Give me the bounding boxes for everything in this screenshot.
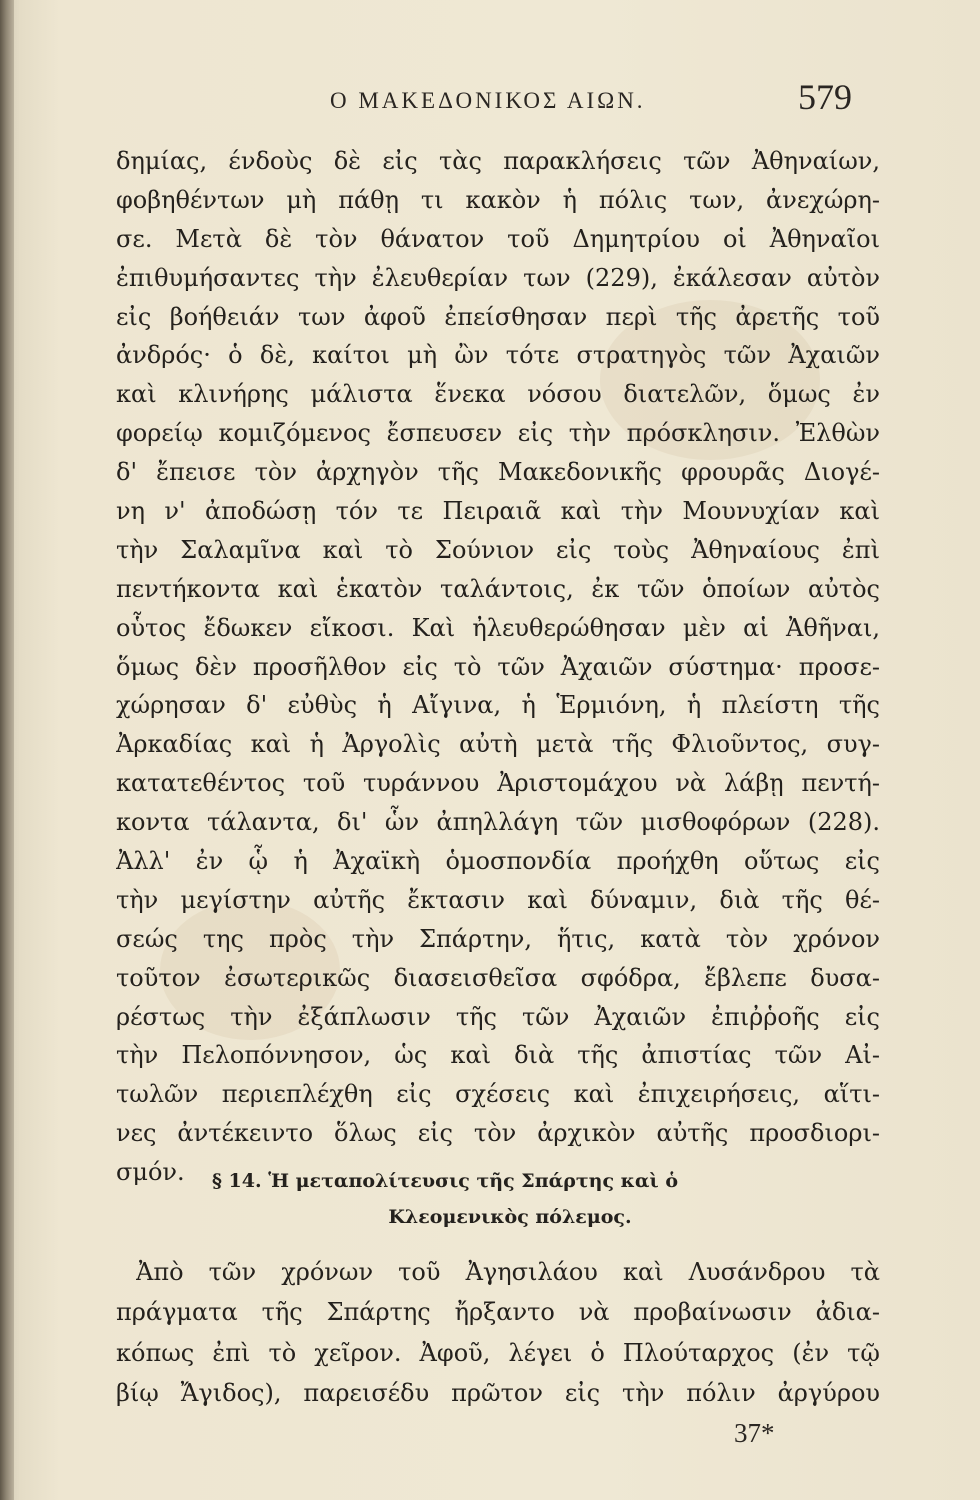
text-line: φοβηθέντων μὴ πάθῃ τι κακὸν ἡ πόλις των, ἀνεχώρη- — [116, 185, 880, 214]
section-heading-line: Κλεομενικὸς πόλεμος. — [388, 1206, 632, 1228]
text-line: φορείῳ κομιζόμενος ἔσπευσεν εἰς τὴν πρόσκλησιν. Ἐλθὼν — [116, 419, 880, 448]
text-line: Ἀπὸ τῶν χρόνων τοῦ Ἀγησιλάου καὶ Λυσάνδρου τὰ — [136, 1258, 880, 1286]
section-heading — [200, 1163, 820, 1235]
text-line: βίῳ Ἄγιδος), παρεισέδυ πρῶτον εἰς τὴν πόλιν ἀργύρου — [116, 1379, 880, 1408]
text-line: ἀνδρός· ὁ δὲ, καίτοι μὴ ὢν τότε στρατηγὸς τῶν Ἀχαιῶν — [116, 341, 880, 370]
text-line: σεώς της πρὸς τὴν Σπάρτην, ἥτις, κατὰ τὸν χρόνον — [116, 924, 880, 953]
text-line: δ' ἔπεισε τὸν ἀρχηγὸν τῆς Μακεδονικῆς φρουρᾶς Διογέ- — [116, 458, 880, 487]
text-line: τὴν μεγίστην αὐτῆς ἔκτασιν καὶ δύναμιν, διὰ τῆς θέ- — [116, 885, 880, 914]
text-line: Ἀλλ' ἐν ᾧ ἡ Ἀχαϊκὴ ὁμοσπονδία προήχθη οὕτως εἰς — [116, 847, 880, 876]
text-line: Ἀρκαδίας καὶ ἡ Ἀργολὶς αὐτὴ μετὰ τῆς Φλιοῦντος, συγ- — [116, 730, 880, 759]
text-line: σε. Μετὰ δὲ τὸν θάνατον τοῦ Δημητρίου οἱ Ἀθηναῖοι — [116, 224, 880, 253]
text-line: οὗτος ἔδωκεν εἴκοσι. Καὶ ἠλευθερώθησαν μὲν αἱ Ἀθῆναι, — [116, 613, 880, 642]
text-line: ρέστως τὴν ἐξάπλωσιν τῆς τῶν Ἀχαιῶν ἐπιῤῥοῆς εἰς — [116, 1002, 880, 1031]
text-line: τωλῶν περιεπλέχθη εἰς σχέσεις καὶ ἐπιχειρήσεις, αἵτι- — [116, 1080, 880, 1109]
section-heading-line: § 14. Ἡ μεταπολίτευσις τῆς Σπάρτης καὶ ὁ — [212, 1170, 678, 1192]
book-binding-edge — [0, 0, 14, 1500]
text-line: πράγματα τῆς Σπάρτης ἤρξαντο νὰ προβαίνωσιν ἀδια- — [116, 1298, 880, 1327]
text-line: ὅμως δὲν προσῆλθον εἰς τὸ τῶν Ἀχαιῶν σύστημα· προσε- — [116, 652, 880, 681]
text-line: εἰς βοήθειάν των ἀφοῦ ἐπείσθησαν περὶ τῆς ἀρετῆς τοῦ — [116, 302, 880, 331]
signature-mark: 37* — [734, 1418, 775, 1448]
main-paragraph — [116, 142, 880, 1192]
running-title: Ο ΜΑΚΕΔΟΝΙΚΟΣ ΑΙΩΝ. — [330, 88, 646, 113]
text-line: καὶ κλινήρης μάλιστα ἕνεκα νόσου διατελῶν, ὅμως ἐν — [116, 380, 880, 409]
text-line: χώρησαν δ' εὐθὺς ἡ Αἴγινα, ἡ Ἑρμιόνη, ἡ πλείστη τῆς — [116, 691, 880, 720]
text-line: δημίας, ένδοὺς δὲ εἰς τὰς παρακλήσεις τῶν Ἀθηναίων, — [116, 147, 880, 175]
text-line: κόπως ἐπὶ τὸ χεῖρον. Ἀφοῦ, λέγει ὁ Πλούταρχος (ἐν τῷ — [116, 1338, 880, 1367]
text-line: νη ν' ἀποδώσῃ τόν τε Πειραιᾶ καὶ τὴν Μουνυχίαν καὶ — [116, 497, 880, 526]
text-line: σμόν. — [116, 1158, 185, 1187]
page-number: 579 — [798, 77, 852, 117]
text-line: πεντήκοντα καὶ ἑκατὸν ταλάντοις, ἐκ τῶν ὁποίων αὐτὸς — [116, 574, 880, 603]
text-line: κατατεθέντος τοῦ τυράννου Ἀριστομάχου νὰ λάβῃ πεντή- — [116, 769, 880, 798]
text-line: τὴν Σαλαμῖνα καὶ τὸ Σούνιον εἰς τοὺς Ἀθηναίους ἐπὶ — [116, 535, 880, 564]
text-line: νες ἀντέκειντο ὅλως εἰς τὸν ἀρχικὸν αὐτῆς προσδιορι- — [116, 1119, 880, 1148]
text-line: κοντα τάλαντα, δι' ὧν ἀπηλλάγη τῶν μισθοφόρων (228). — [116, 808, 880, 837]
section-paragraph — [116, 1252, 880, 1414]
text-line: ἐπιθυμήσαντες τὴν ἐλευθερίαν των (229), ἐκάλεσαν αὐτὸν — [116, 263, 880, 292]
text-line: τὴν Πελοπόννησον, ὡς καὶ διὰ τῆς ἀπιστίας τῶν Αἰ- — [116, 1041, 880, 1070]
text-line: τοῦτον ἐσωτερικῶς διασεισθεῖσα σφόδρα, ἔβλεπε δυσα- — [116, 963, 880, 992]
